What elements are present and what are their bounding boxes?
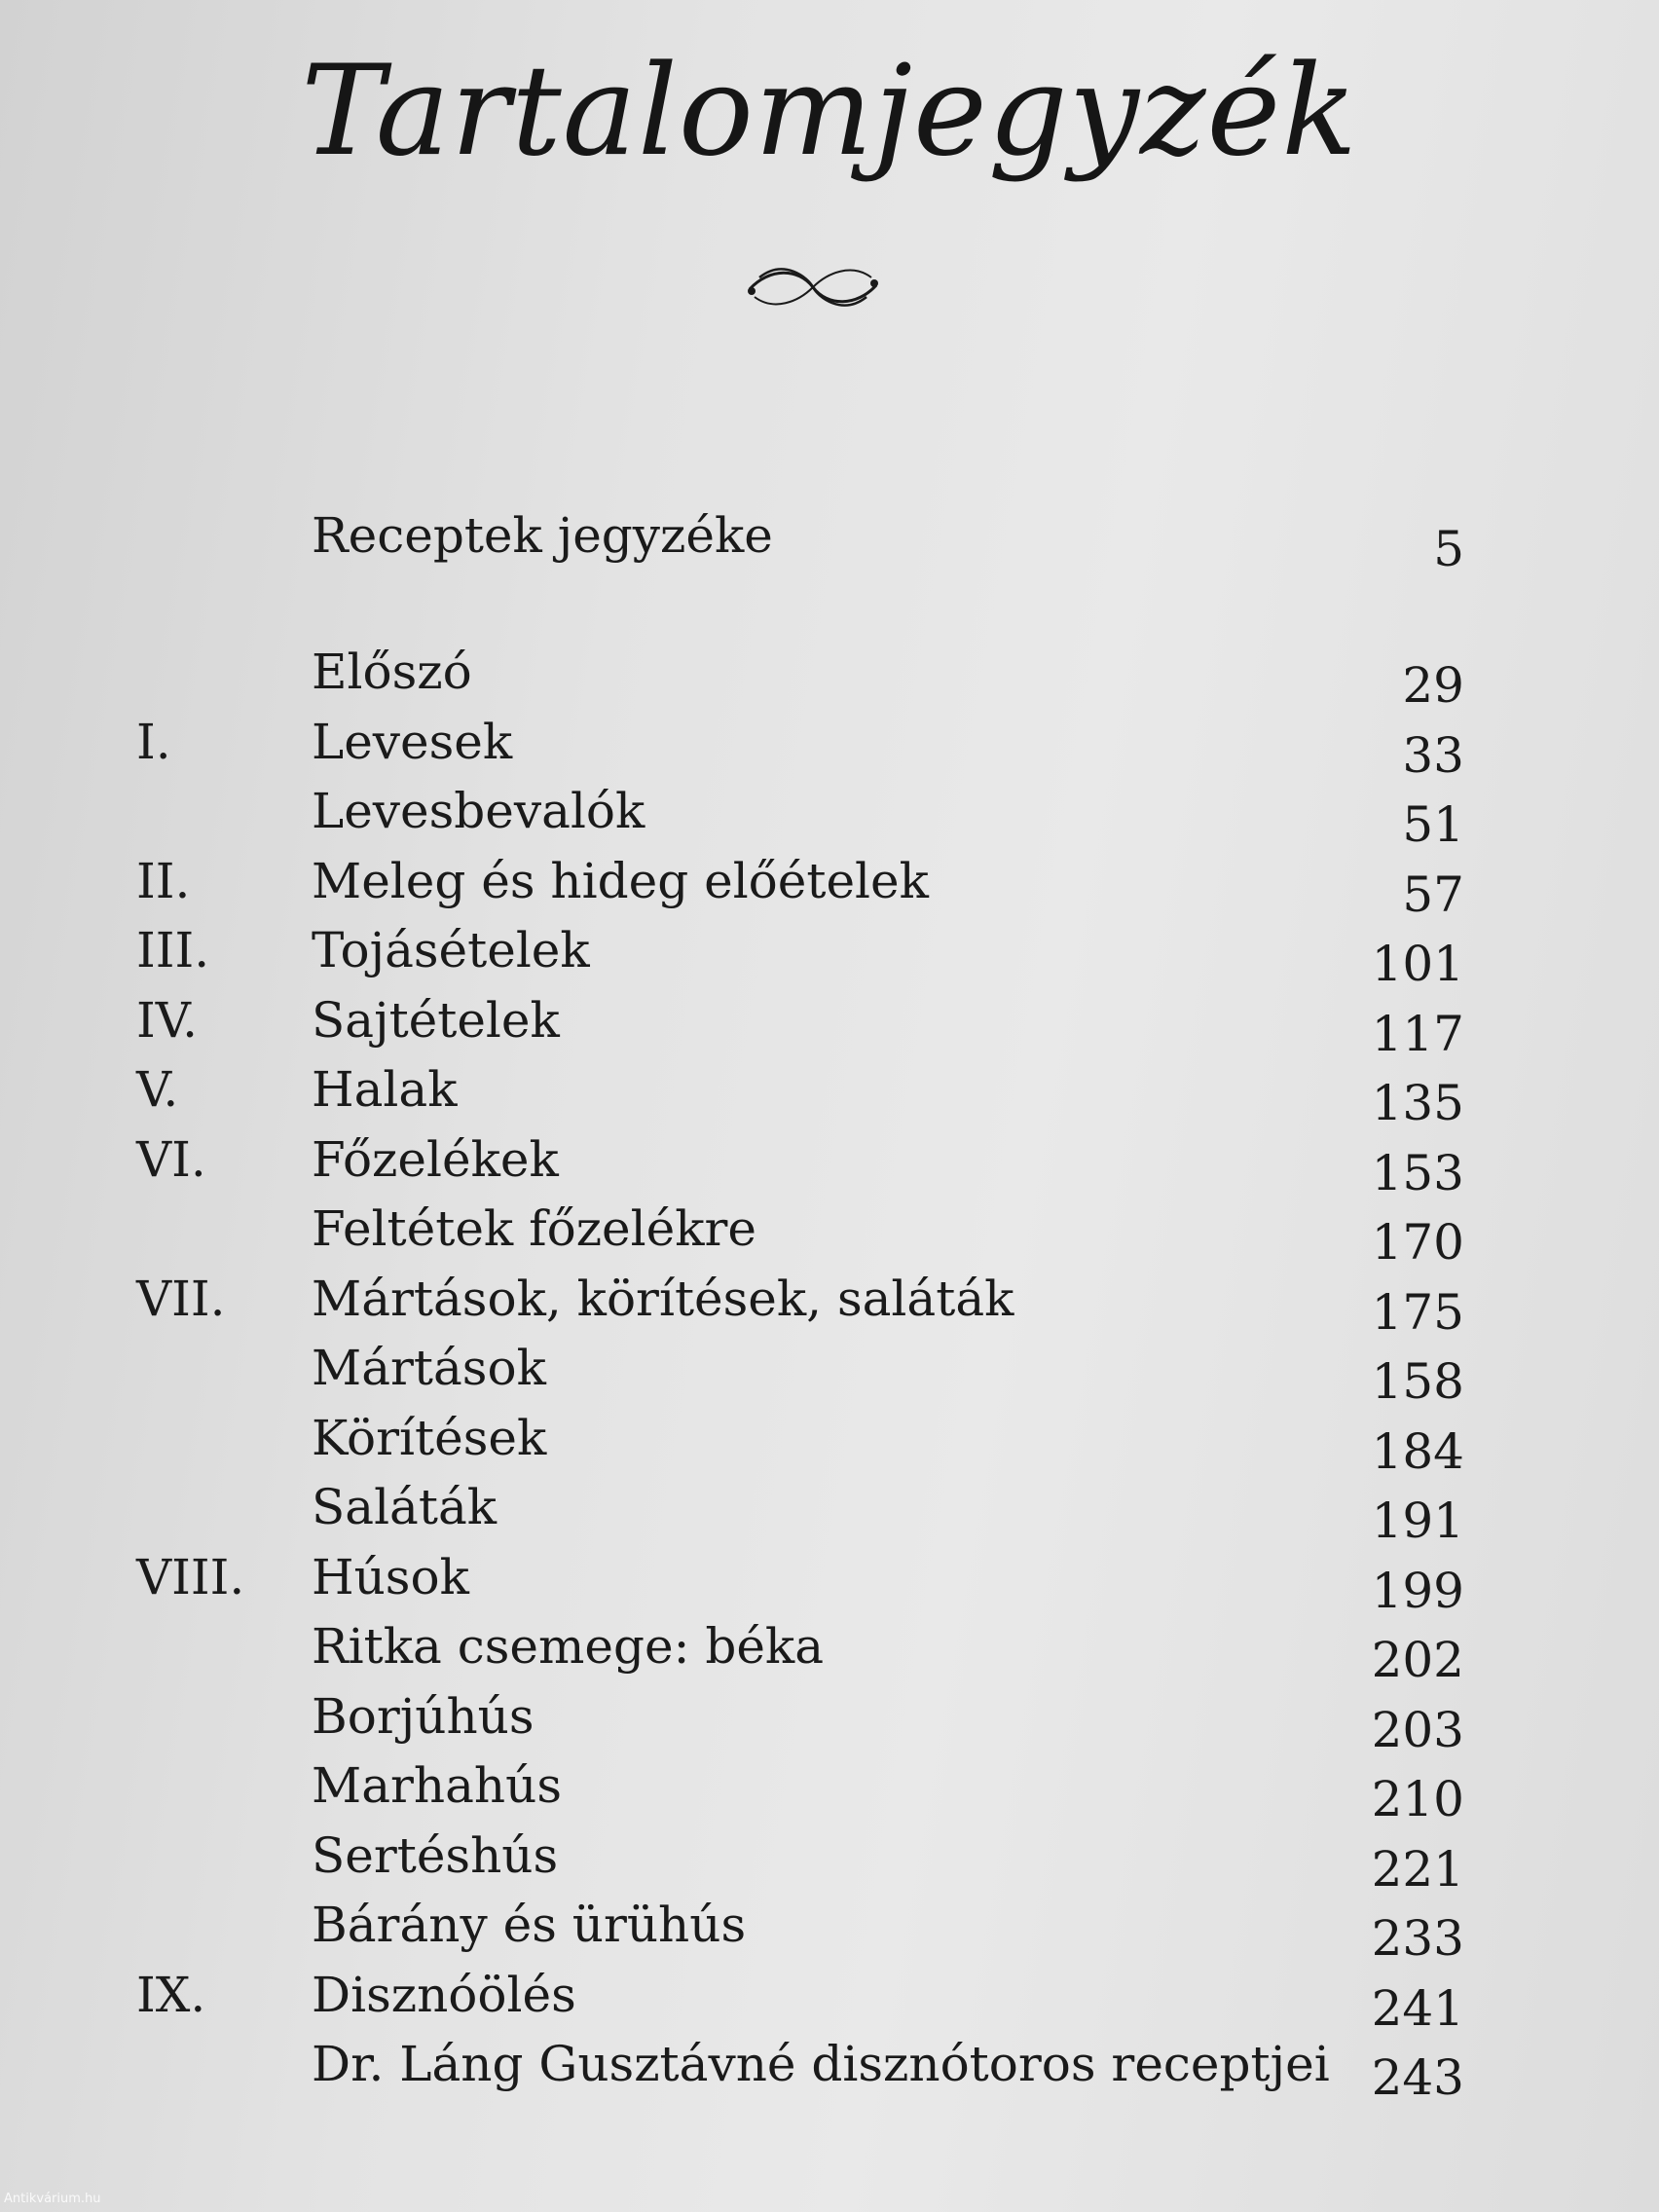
page-number: 221 — [1371, 1841, 1464, 1898]
toc-entry — [0, 1756, 1659, 1827]
chapter-number: IV. — [136, 992, 199, 1049]
entry-title: Saláták — [312, 1479, 498, 1535]
entry-title: Feltétek főzelékre — [312, 1200, 757, 1257]
page-number: 233 — [1371, 1910, 1464, 1967]
chapter-number: III. — [136, 922, 210, 978]
watermark-text: Antikvárium.hu — [4, 2192, 101, 2206]
chapter-number: IX. — [136, 1967, 206, 2023]
toc-entry — [0, 1896, 1659, 1967]
toc-entry — [0, 1478, 1659, 1549]
entry-title: Főzelékek — [312, 1131, 559, 1188]
entry-title: Receptek jegyzéke — [312, 507, 773, 564]
toc-entry — [0, 991, 1659, 1062]
toc-entry — [0, 1339, 1659, 1410]
page-number: 184 — [1371, 1423, 1464, 1480]
chapter-number: VII. — [136, 1271, 226, 1327]
chapter-number: VIII. — [136, 1549, 245, 1605]
page-number: 243 — [1371, 2049, 1464, 2106]
toc-entry — [0, 1060, 1659, 1131]
toc-entry — [0, 1409, 1659, 1480]
page-number: 191 — [1371, 1493, 1464, 1549]
entry-title: Meleg és hideg előételek — [312, 853, 929, 909]
entry-title: Sajtételek — [312, 992, 560, 1049]
entry-title: Bárány és ürühús — [312, 1897, 747, 1953]
chapter-number: II. — [136, 853, 191, 909]
page-title: Tartalomjegyzék — [301, 39, 1358, 184]
page-number: 51 — [1402, 796, 1464, 853]
entry-title: Halak — [312, 1061, 458, 1118]
entry-title: Levesbevalók — [312, 783, 645, 839]
toc-entry — [0, 1966, 1659, 2037]
toc-entry — [0, 1270, 1659, 1341]
toc-entry — [0, 1617, 1659, 1688]
toc-entry — [0, 782, 1659, 853]
entry-title: Sertéshús — [312, 1827, 559, 1884]
toc-entry — [0, 713, 1659, 784]
page-number: 158 — [1371, 1353, 1464, 1410]
page-number: 170 — [1371, 1214, 1464, 1271]
entry-title: Körítések — [312, 1410, 547, 1466]
page-number: 117 — [1371, 1006, 1464, 1062]
entry-title: Disznóölés — [312, 1967, 576, 2023]
chapter-number: VI. — [136, 1131, 206, 1188]
page-number: 57 — [1402, 866, 1464, 923]
page-number: 5 — [1433, 521, 1464, 577]
toc-entry — [0, 1199, 1659, 1271]
page-number: 199 — [1371, 1563, 1464, 1619]
toc-entry — [0, 643, 1659, 714]
entry-title: Előszó — [312, 644, 472, 700]
entry-title: Húsok — [312, 1549, 469, 1605]
toc-entry — [0, 852, 1659, 923]
toc-entry — [0, 2035, 1659, 2106]
ornament-flourish-icon — [740, 248, 886, 326]
entry-title: Mártások, körítések, saláták — [312, 1271, 1014, 1327]
page-number: 203 — [1371, 1702, 1464, 1758]
entry-title: Levesek — [312, 714, 513, 770]
page-number: 33 — [1402, 727, 1464, 784]
page-number: 210 — [1371, 1771, 1464, 1827]
page-number: 29 — [1402, 657, 1464, 714]
toc-entry — [0, 1548, 1659, 1619]
entry-title: Marhahús — [312, 1757, 562, 1814]
entry-title: Ritka csemege: béka — [312, 1618, 825, 1675]
page-number: 175 — [1371, 1284, 1464, 1341]
entry-title: Mártások — [312, 1340, 546, 1396]
chapter-number: I. — [136, 714, 171, 770]
page-number: 241 — [1371, 1980, 1464, 2037]
page-number: 101 — [1371, 936, 1464, 992]
page-number: 153 — [1371, 1145, 1464, 1201]
entry-title: Borjúhús — [312, 1688, 535, 1745]
toc-entry — [0, 1130, 1659, 1201]
entry-title: Dr. Láng Gusztávné disznótoros receptjei — [312, 2036, 1330, 2092]
page-number: 202 — [1371, 1632, 1464, 1688]
toc-entry — [0, 506, 1659, 577]
toc-entry — [0, 921, 1659, 992]
toc-entry — [0, 1687, 1659, 1758]
entry-title: Tojásételek — [312, 922, 590, 978]
page-number: 135 — [1371, 1075, 1464, 1131]
chapter-number: V. — [136, 1061, 179, 1118]
toc-entry — [0, 1826, 1659, 1898]
